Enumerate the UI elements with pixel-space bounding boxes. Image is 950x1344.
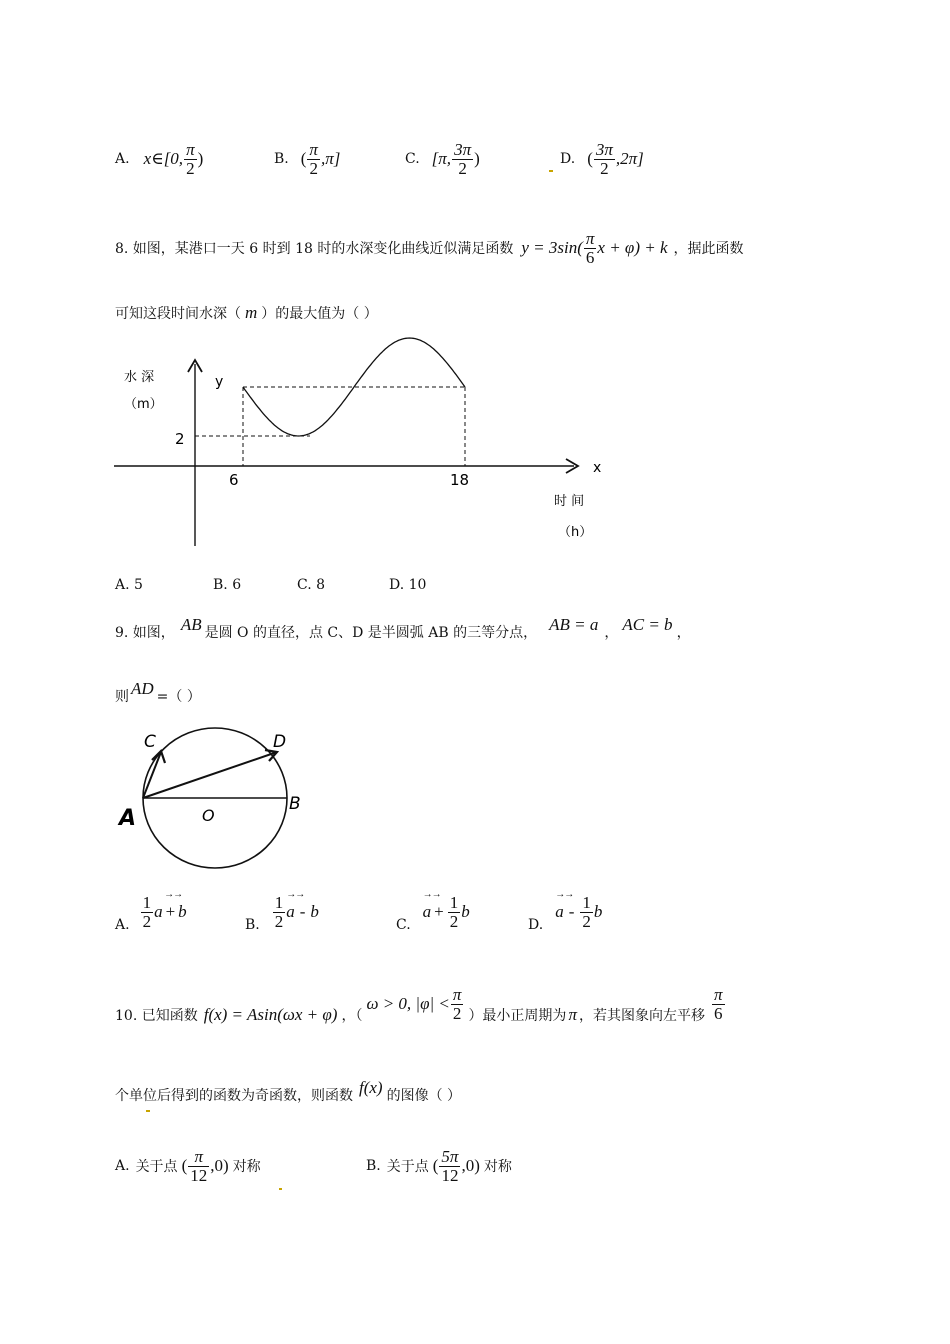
q9-text3: 则 (115, 689, 129, 705)
q10-text5: 个单位后得到的函数为奇函数，则函数 (115, 1088, 353, 1104)
q8-xtick-18: 18 (450, 471, 470, 489)
q10-pi: π (568, 1005, 577, 1024)
q8-ylabel-top: 水 深 (124, 370, 155, 385)
q8-option-c-label: C. (297, 577, 312, 593)
q9-comma2: ， (676, 625, 691, 641)
q7-option-b-label: B. (274, 151, 289, 168)
q8-text4: ）的最大值为（ ） (261, 306, 378, 322)
q10-option-b-num: 5π (441, 1147, 459, 1166)
q7-option-c-den: 2 (458, 158, 467, 178)
q8-text3: 可知这段时间水深（ (115, 306, 241, 322)
q10-text6: 的图像（ ） (386, 1088, 462, 1104)
q8-ytick-2: 2 (175, 430, 185, 448)
q9-option-b-vec-mark: →→ (286, 889, 305, 900)
q10-func: f(x) = Asin(ωx + φ) (203, 1005, 338, 1024)
q9-stem-line2 (115, 679, 201, 706)
q8-text1: 8. 如图，某港口一天 6 时到 18 时的水深变化曲线近似满足函数 (115, 241, 514, 258)
stray-mark (549, 170, 553, 172)
q9-comma: ， (604, 625, 619, 641)
q9-option-a-half-num: 1 (142, 892, 152, 912)
q8-text2: ，据此函数 (673, 241, 744, 258)
q8-formula-post: x + φ) + k (597, 238, 668, 258)
q7-option-c (405, 141, 480, 178)
q9-option-d (528, 891, 602, 933)
q9-option-d-v1: a (555, 902, 564, 921)
q7-option-c-post: ) (474, 149, 480, 169)
q8-option-d-label: D. (389, 577, 405, 593)
q7-option-c-label: C. (405, 151, 420, 168)
q8-options (115, 577, 426, 593)
q7-option-d-den: 2 (600, 158, 609, 178)
q9-option-d-half-num: 1 (582, 892, 591, 912)
q9-option-d-label: D. (528, 917, 544, 933)
q7-option-d-label: D. (560, 151, 576, 168)
q9-option-c-v1: a (422, 902, 432, 921)
q8-option-d-value: 10 (408, 577, 427, 593)
q10-cond-num: π (452, 984, 462, 1004)
q9-option-a-op: + (165, 902, 176, 921)
q8-formula-pre: y = 3sin( (521, 238, 583, 258)
q7-option-d-post: ,2π] (615, 149, 644, 169)
q9-ad: AD (131, 679, 154, 698)
q7-option-a-den: 2 (186, 158, 195, 178)
q8-x-axis-name: x (593, 460, 602, 476)
q9-option-c-v2: b (461, 902, 470, 921)
stray-mark-2 (146, 1110, 150, 1112)
q7-option-a-label: A. (115, 151, 130, 168)
q7-option-a-num: π (186, 140, 195, 159)
q10-text3: ）最小正周期为 (468, 1008, 567, 1024)
q10-fx: f(x) (359, 1078, 383, 1097)
q9-stem-line1 (115, 615, 691, 642)
q10-option-b (366, 1148, 512, 1185)
q8-option-c (297, 577, 389, 593)
q9-option-b-label: B. (245, 917, 260, 933)
q9-option-b-op: - (299, 902, 306, 921)
q8-formula-num: π (585, 229, 595, 248)
q9-option-b-v2: b (310, 902, 319, 921)
q10-option-a-paren: ( (181, 1156, 188, 1176)
q8-option-a-label: A. (115, 577, 130, 593)
q10-option-b-paren: ( (432, 1156, 439, 1176)
q10-text4: ，若其图象向左平移 (578, 1008, 705, 1024)
q8-depth-curve (243, 338, 465, 436)
q10-cond: ω > 0, |φ| < (366, 994, 450, 1013)
q10-shift-num: π (713, 984, 723, 1004)
q7-option-b-pre: ( (300, 149, 307, 169)
q8-xlabel: 时 间 (554, 494, 585, 509)
q9-option-a-v2: b (178, 902, 187, 921)
q8-unit: m (245, 303, 258, 322)
q7-option-d-pre: ( (587, 149, 593, 169)
q10-option-a-pre: 关于点 (135, 1159, 178, 1176)
q10-option-b-den: 12 (441, 1165, 459, 1185)
q10-stem-line2 (115, 1078, 462, 1105)
q9-ab: AB (180, 615, 202, 634)
q9-label-b: B (289, 794, 301, 814)
q10-option-b-suffix: 对称 (483, 1159, 512, 1176)
q7-option-b (274, 141, 340, 178)
q7-option-d (560, 141, 644, 178)
q8-xlabel-unit: （h） (558, 525, 593, 540)
q9-option-b-v1: a (286, 902, 295, 921)
q9-option-d-vec-mark: →→ (555, 889, 574, 900)
q8-option-a (115, 577, 213, 593)
q10-option-a-label: A. (115, 1158, 130, 1175)
q10-text1: 10. 已知函数 (115, 1008, 198, 1024)
q9-option-b-half-den: 2 (274, 911, 284, 931)
q9-label-c: C (144, 732, 156, 752)
q10-option-b-post: ,0) (461, 1156, 480, 1176)
q8-option-a-value: 5 (134, 577, 143, 593)
q8-option-c-value: 8 (316, 577, 326, 593)
q10-option-b-label: B. (366, 1158, 381, 1175)
q10-shift-den: 6 (713, 1003, 723, 1023)
q9-label-o: O (202, 806, 215, 825)
stray-mark-3 (279, 1188, 282, 1190)
q7-option-b-post: ,π] (320, 149, 341, 169)
q7-option-a-post: ) (197, 149, 204, 169)
q9-option-c (396, 891, 470, 933)
q8-option-b-label: B. (213, 577, 228, 593)
q9-option-c-label: C. (396, 917, 411, 933)
q8-stem-line1 (115, 230, 744, 267)
q9-circle-figure (110, 722, 330, 872)
q8-ylabel-unit: （m） (124, 397, 163, 412)
q9-option-d-half-den: 2 (582, 911, 591, 931)
q10-option-a-den: 12 (190, 1165, 208, 1185)
q10-option-a-num: π (188, 1148, 209, 1167)
q8-y-axis-name: y (215, 374, 224, 390)
q9-text4: =（ ） (156, 689, 201, 705)
q9-option-a (115, 891, 187, 933)
q10-text2: ，（ (341, 1008, 363, 1024)
q8-formula-den: 6 (585, 247, 595, 267)
q9-option-b-half-num: 1 (274, 892, 284, 912)
q9-option-d-v2: b (593, 902, 603, 921)
q9-option-a-half-den: 2 (142, 911, 152, 931)
q9-option-c-vec-mark: →→ (422, 889, 441, 900)
q7-option-c-num: 3π (454, 140, 472, 159)
q9-label-d: D (273, 732, 287, 752)
q9-text1: 9. 如图， (115, 625, 175, 641)
q9-option-a-v1: a (154, 902, 163, 921)
q10-option-a-post: ,0) (210, 1156, 229, 1176)
q7-option-d-num: 3π (595, 140, 613, 159)
q9-option-a-label: A. (115, 917, 130, 933)
q9-label-a: A (119, 806, 137, 831)
q8-option-d (389, 577, 426, 593)
q10-option-b-pre: 关于点 (386, 1159, 429, 1176)
q8-chart (100, 336, 640, 556)
q10-stem-line1 (115, 983, 726, 1025)
q7-option-a-pre: x∈[0, (143, 149, 184, 169)
q9-option-c-half-num: 1 (449, 892, 459, 912)
q9-option-d-op: - (568, 902, 575, 921)
q8-stem-line2 (115, 303, 378, 323)
q9-eq2: AC = b (622, 615, 673, 634)
q7-option-b-den: 2 (309, 158, 318, 178)
q8-xtick-6: 6 (229, 471, 239, 489)
q8-option-b (213, 577, 297, 593)
q9-option-a-vec-mark: →→ (164, 889, 183, 900)
q7-option-b-num: π (309, 140, 318, 159)
q9-text2: 是圆 O 的直径，点 C、D 是半圆弧 AB 的三等分点， (204, 625, 538, 641)
q7-option-a (115, 141, 203, 178)
q9-option-b (245, 891, 319, 933)
q10-option-a (115, 1148, 261, 1185)
q8-option-b-value: 6 (232, 577, 242, 593)
q9-option-c-half-den: 2 (449, 911, 459, 931)
q7-option-c-pre: [π, (431, 149, 452, 169)
q10-option-a-suffix: 对称 (232, 1159, 261, 1176)
q9-option-c-op: + (434, 902, 444, 921)
q10-cond-den: 2 (452, 1003, 462, 1023)
q9-eq1: AB = a (549, 615, 599, 634)
